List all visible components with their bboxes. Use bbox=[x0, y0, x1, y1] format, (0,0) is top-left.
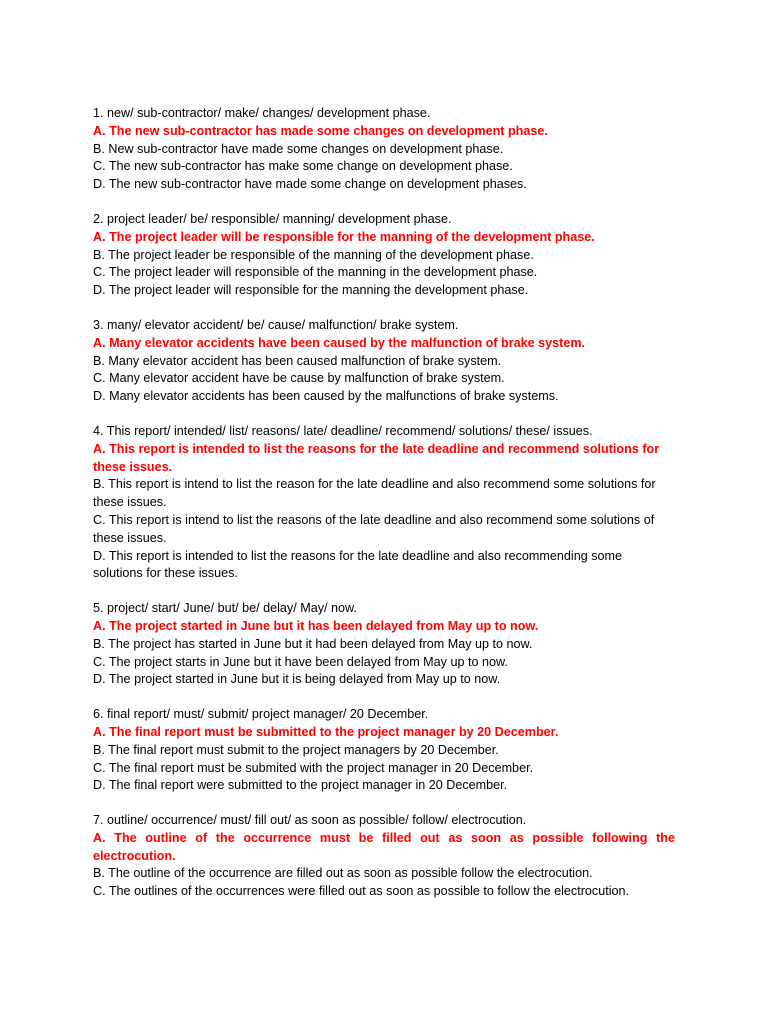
option: B. This report is intend to list the reason for the late deadline and also recommend some solutions for these issues. bbox=[93, 477, 656, 510]
option: B. New sub-contractor have made some changes on development phase. bbox=[93, 141, 504, 156]
question-6 bbox=[93, 706, 675, 795]
option: C. Many elevator accident have be cause by malfunction of brake system. bbox=[93, 371, 505, 386]
option: D. The project leader will responsible for the manning the development phase. bbox=[93, 283, 529, 298]
question-prompt: 5. project/ start/ June/ but/ be/ delay/ May/ now. bbox=[93, 601, 357, 616]
option: C. The project leader will responsible of the manning in the development phase. bbox=[93, 265, 538, 280]
question-prompt: 2. project leader/ be/ responsible/ manning/ development phase. bbox=[93, 211, 452, 226]
correct-answer: A. The project leader will be responsible for the manning of the development phase. bbox=[93, 229, 595, 244]
question-5 bbox=[93, 600, 675, 689]
question-prompt: 7. outline/ occurrence/ must/ fill out/ as soon as possible/ follow/ electrocution. bbox=[93, 813, 527, 828]
option: D. The project started in June but it is being delayed from May up to now. bbox=[93, 672, 501, 687]
question-4 bbox=[93, 423, 675, 583]
option: B. Many elevator accident has been caused malfunction of brake system. bbox=[93, 353, 502, 368]
question-prompt: 6. final report/ must/ submit/ project manager/ 20 December. bbox=[93, 707, 429, 722]
option: D. The new sub-contractor have made some change on development phases. bbox=[93, 177, 527, 192]
option: C. The outlines of the occurrences were filled out as soon as possible to follow the electrocution. bbox=[93, 884, 629, 899]
correct-answer: A. The outline of the occurrence must be filled out as soon as possible following the electrocution. bbox=[93, 830, 675, 863]
option: B. The final report must submit to the project managers by 20 December. bbox=[93, 742, 499, 757]
option: B. The outline of the occurrence are filled out as soon as possible follow the electrocution. bbox=[93, 866, 593, 881]
question-1 bbox=[93, 105, 675, 194]
question-prompt: 3. many/ elevator accident/ be/ cause/ malfunction/ brake system. bbox=[93, 317, 459, 332]
option: D. This report is intended to list the reasons for the late deadline and also recommending some solutions for these issues. bbox=[93, 548, 622, 581]
option: C. The final report must be submited with the project manager in 20 December. bbox=[93, 760, 534, 775]
option: D. The final report were submitted to the project manager in 20 December. bbox=[93, 778, 508, 793]
question-2 bbox=[93, 211, 675, 300]
document-page bbox=[93, 105, 675, 918]
question-7 bbox=[93, 812, 675, 901]
question-prompt: 4. This report/ intended/ list/ reasons/ late/ deadline/ recommend/ solutions/ these/ issues. bbox=[93, 423, 593, 438]
option: B. The project leader be responsible of the manning of the development phase. bbox=[93, 247, 534, 262]
correct-answer: A. The final report must be submitted to the project manager by 20 December. bbox=[93, 724, 559, 739]
option: C. This report is intend to list the reasons of the late deadline and also recommend some solutions of these issues. bbox=[93, 512, 655, 545]
option: D. Many elevator accidents has been caused by the malfunctions of brake systems. bbox=[93, 389, 559, 404]
correct-answer: A. Many elevator accidents have been caused by the malfunction of brake system. bbox=[93, 335, 586, 350]
correct-answer: A. The new sub-contractor has made some changes on development phase. bbox=[93, 123, 548, 138]
correct-answer: A. The project started in June but it has been delayed from May up to now. bbox=[93, 618, 539, 633]
question-prompt: 1. new/ sub-contractor/ make/ changes/ development phase. bbox=[93, 106, 431, 120]
option: B. The project has started in June but it had been delayed from May up to now. bbox=[93, 636, 533, 651]
option: C. The project starts in June but it have been delayed from May up to now. bbox=[93, 654, 508, 669]
option: C. The new sub-contractor has make some change on development phase. bbox=[93, 159, 513, 174]
correct-answer: A. This report is intended to list the reasons for the late deadline and recommend solutions for these issues. bbox=[93, 441, 660, 474]
question-3 bbox=[93, 317, 675, 406]
